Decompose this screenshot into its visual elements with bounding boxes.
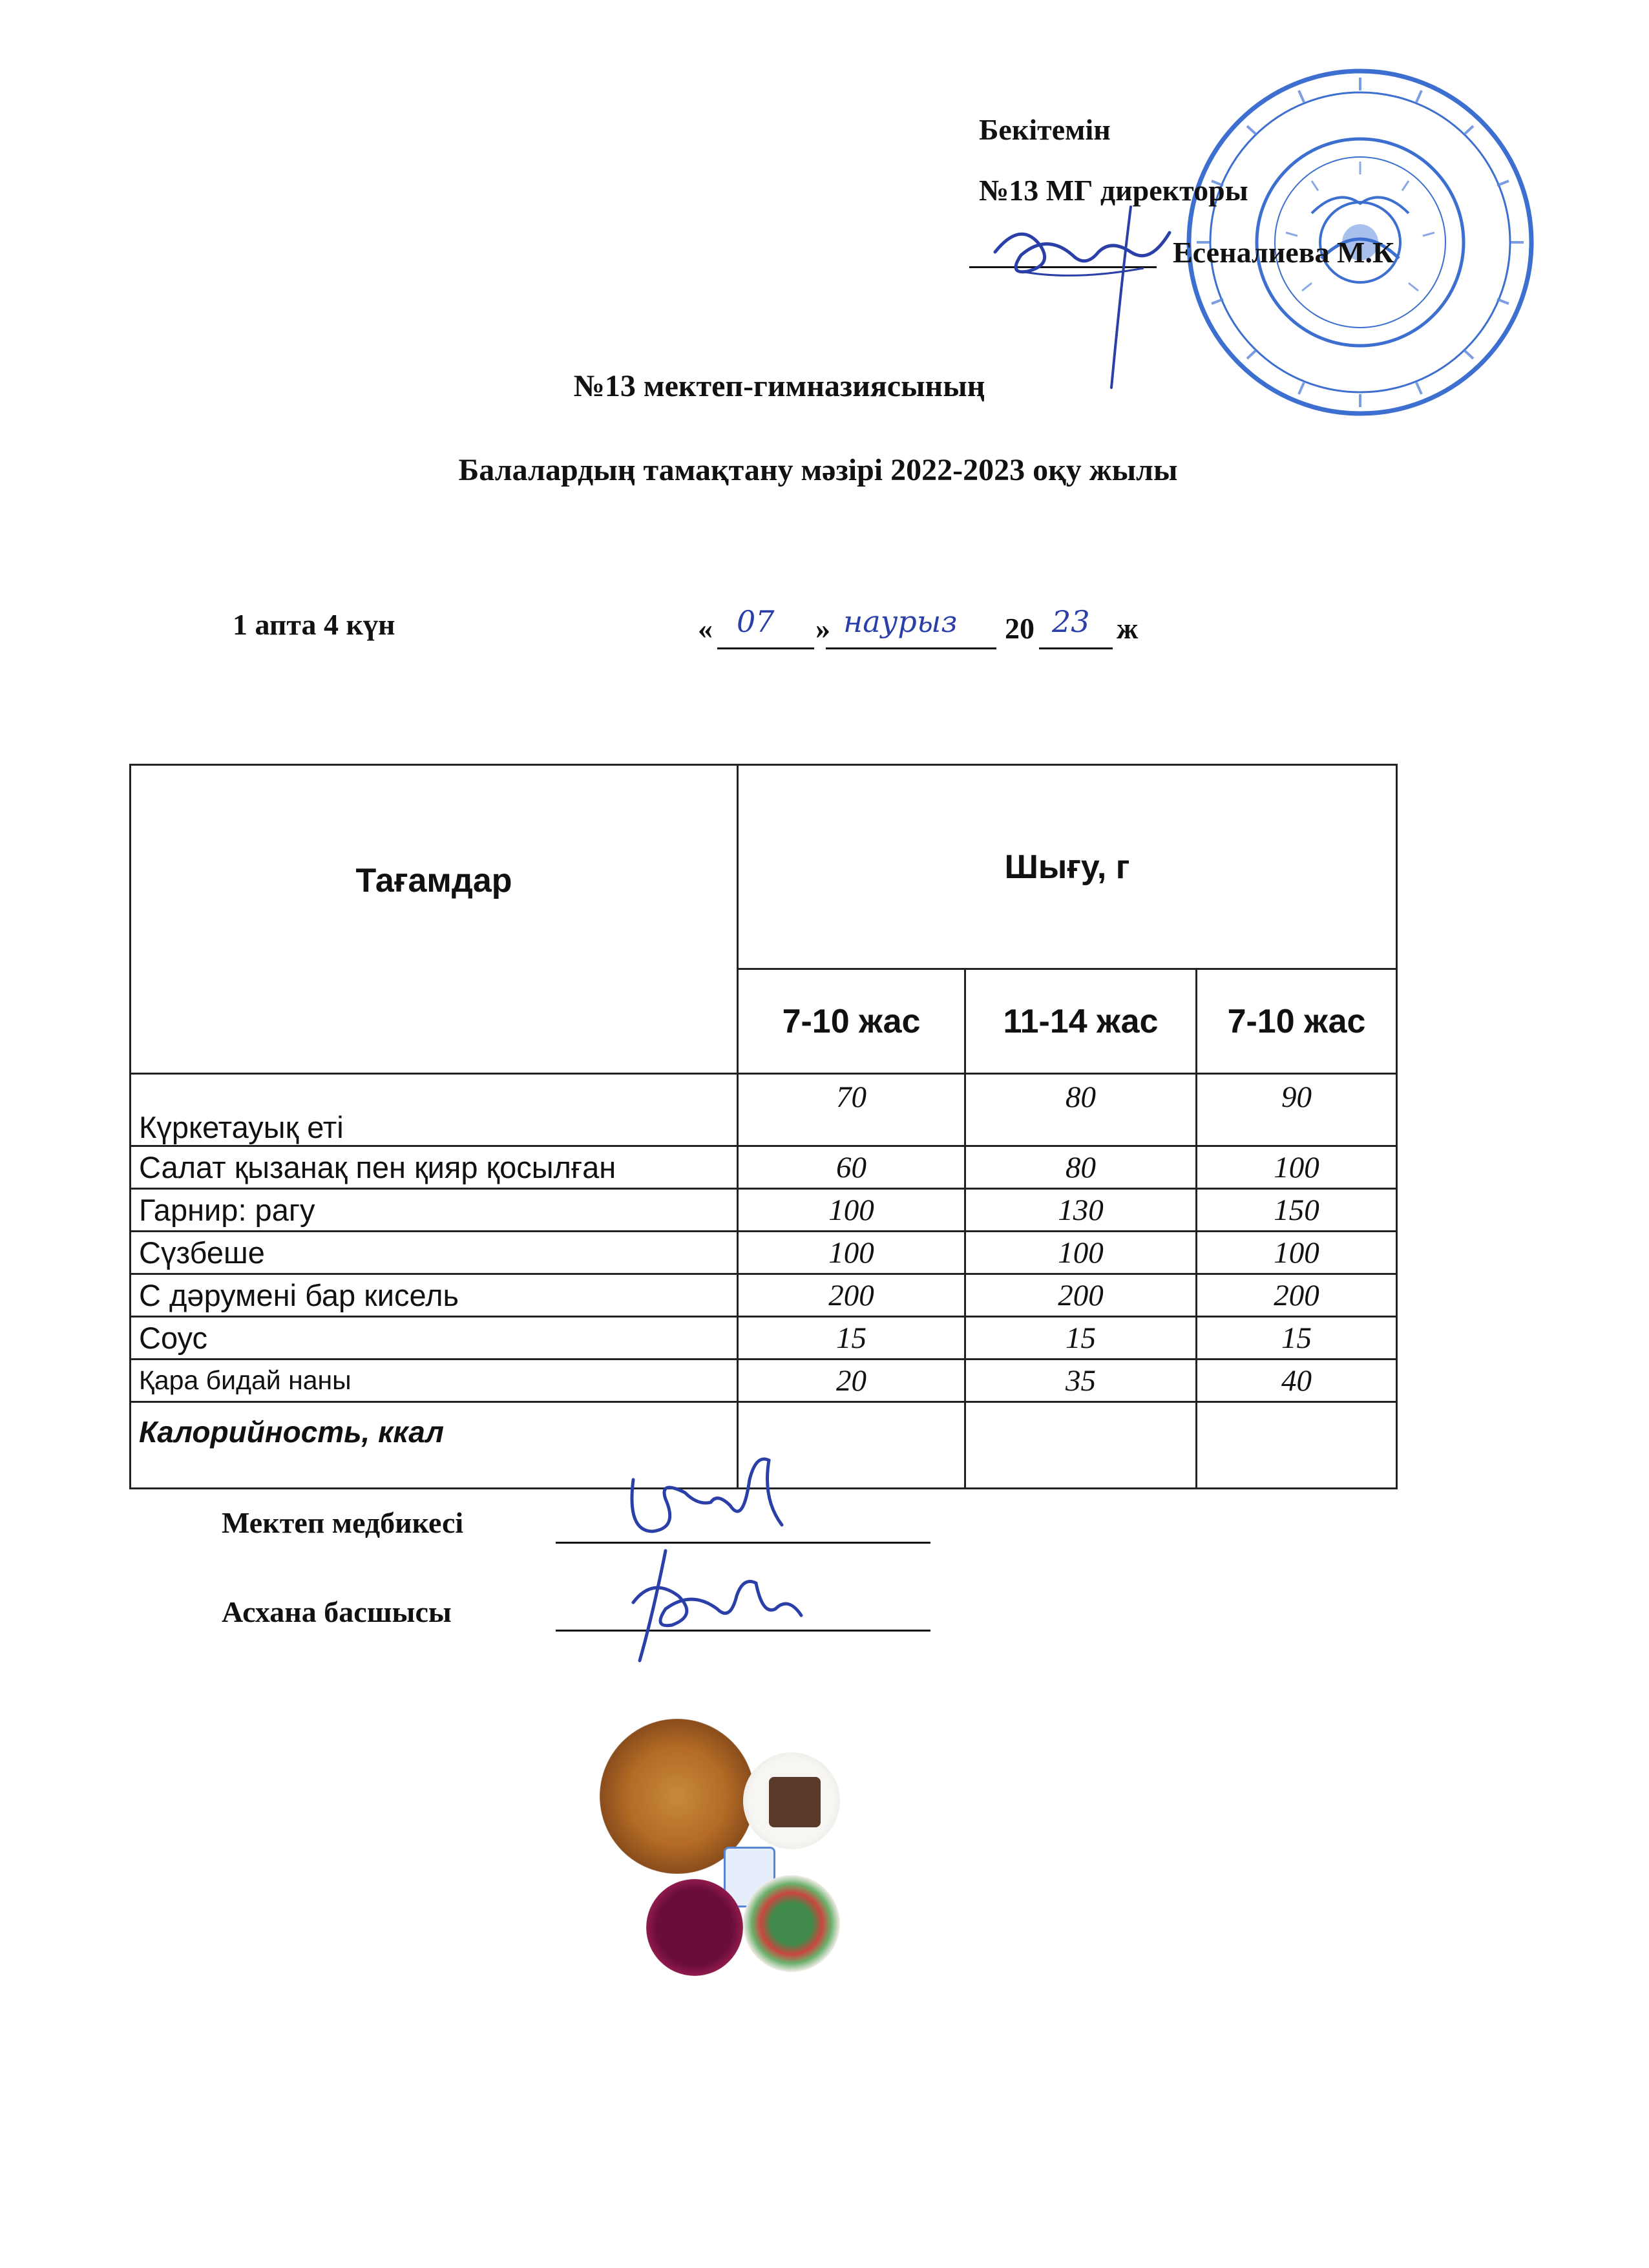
meal-photo	[582, 1706, 866, 1990]
nurse-label: Мектеп медбикесі	[222, 1506, 464, 1539]
dish-value-2: 130	[965, 1189, 1197, 1232]
dish-value-3: 200	[1197, 1274, 1397, 1317]
week-day-label: 1 апта 4 күн	[233, 608, 395, 641]
date-year-suffix: 23	[1052, 604, 1090, 639]
dish-value-2: 200	[965, 1274, 1197, 1317]
kissel-cup	[646, 1879, 743, 1976]
age-group-2: 11-14 жас	[965, 969, 1197, 1074]
date-close-quote: »	[815, 612, 830, 645]
dish-value-3: 150	[1197, 1189, 1397, 1232]
date-year-line	[1039, 647, 1113, 649]
date-year-prefix: 20	[1005, 612, 1035, 645]
dish-name: Сүзбеше	[131, 1232, 738, 1274]
dish-value-1: 20	[738, 1360, 965, 1402]
table-header-row	[131, 765, 1397, 969]
table-row	[131, 1232, 1397, 1274]
age-group-3: 7-10 жас	[1197, 969, 1397, 1074]
date-month-line	[826, 647, 996, 649]
director-title: №13 МГ директоры	[979, 174, 1248, 207]
dish-name: С дәрумені бар кисель	[131, 1274, 738, 1317]
table-row	[131, 1074, 1397, 1146]
header-output: Шығу, г	[738, 765, 1397, 969]
table-row	[131, 1317, 1397, 1360]
dish-value-2: 80	[965, 1146, 1197, 1189]
dish-value-2: 35	[965, 1360, 1197, 1402]
dish-value-2: 100	[965, 1232, 1197, 1274]
dish-name: Қара бидай наны	[131, 1360, 738, 1402]
dish-value-1: 200	[738, 1274, 965, 1317]
dish-value-1: 15	[738, 1317, 965, 1360]
rye-bread	[769, 1777, 821, 1827]
dish-value-2: 80	[965, 1074, 1197, 1146]
menu-title: Балалардың тамақтану мәзірі 2022-2023 оқу жылы	[458, 453, 1178, 487]
date-month: наурыз	[843, 604, 958, 639]
dish-name: Гарнир: рагу	[131, 1189, 738, 1232]
dish-value-3: 40	[1197, 1360, 1397, 1402]
dish-value-3: 100	[1197, 1146, 1397, 1189]
director-name: Есеналиева М.К	[1173, 236, 1394, 269]
header-dishes: Тағамдар	[131, 765, 738, 1074]
dish-name: Күркетауық еті	[131, 1074, 738, 1146]
dish-name: Соус	[131, 1317, 738, 1360]
salad-bowl	[743, 1875, 840, 1972]
canteen-head-signature	[627, 1538, 834, 1667]
dish-value-3: 15	[1197, 1317, 1397, 1360]
dish-value-1: 70	[738, 1074, 965, 1146]
date-day-line	[717, 647, 814, 649]
menu-table	[129, 764, 1398, 1489]
age-group-1: 7-10 жас	[738, 969, 965, 1074]
table-row	[131, 1274, 1397, 1317]
dish-value-2: 15	[965, 1317, 1197, 1360]
date-open-quote: «	[698, 612, 713, 645]
dish-value-1: 60	[738, 1146, 965, 1189]
dish-value-3: 100	[1197, 1232, 1397, 1274]
dish-value-1: 100	[738, 1189, 965, 1232]
date-year-mark: ж	[1117, 612, 1139, 645]
school-title: №13 мектеп-гимназиясының	[573, 369, 985, 403]
approval-heading: Бекітемін	[979, 113, 1111, 146]
calorie-label: Калорийность, ккал	[131, 1402, 738, 1489]
dish-name: Салат қызанақ пен қияр қосылған	[131, 1146, 738, 1189]
date-day: 07	[737, 604, 775, 639]
calorie-value-3	[1197, 1402, 1397, 1489]
canteen-head-label: Асхана басшысы	[222, 1595, 452, 1628]
dish-value-1: 100	[738, 1232, 965, 1274]
table-row	[131, 1189, 1397, 1232]
calorie-value-2	[965, 1402, 1197, 1489]
dish-value-3: 90	[1197, 1074, 1397, 1146]
table-row	[131, 1146, 1397, 1189]
table-row	[131, 1360, 1397, 1402]
